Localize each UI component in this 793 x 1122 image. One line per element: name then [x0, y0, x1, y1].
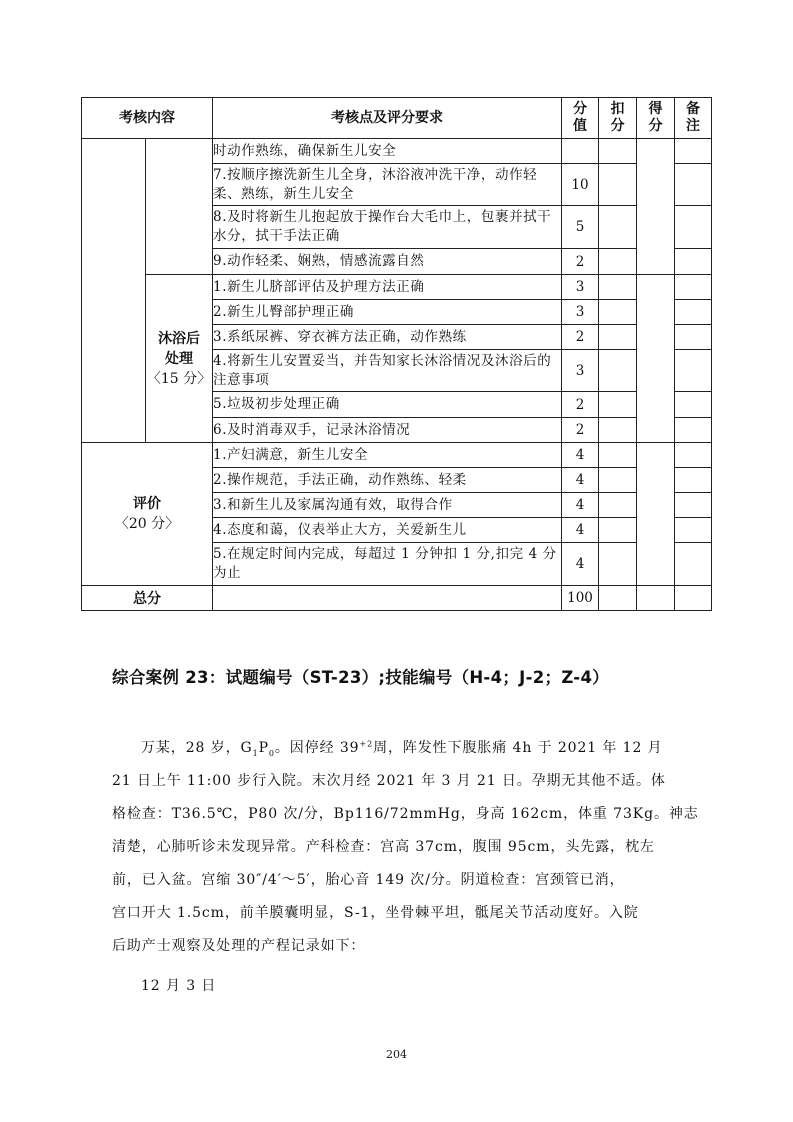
note-cell[interactable] — [675, 392, 712, 418]
points-value: 2 — [562, 249, 599, 275]
scoring-table — [81, 97, 712, 611]
total-row — [82, 586, 712, 611]
requirement-text: 4.将新生儿安置妥当，并告知家长沐浴情况及沐浴后的注意事项 — [213, 350, 562, 392]
table-row — [82, 275, 712, 300]
deduct-cell[interactable] — [599, 493, 637, 518]
deduct-cell[interactable] — [599, 325, 637, 350]
requirement-text: 2.新生儿臀部护理正确 — [213, 300, 562, 325]
deduct-cell[interactable] — [599, 139, 637, 164]
gravida-subscript: 1 — [252, 748, 259, 758]
requirement-text: 时动作熟练，确保新生儿安全 — [213, 139, 562, 164]
total-score-cell[interactable] — [637, 586, 675, 611]
case-text: 周，阵发性下腹胀痛 4h 于 2021 年 12 月 — [373, 740, 663, 756]
points-value: 4 — [562, 443, 599, 468]
section2-label-line1: 沐浴后 — [158, 330, 200, 347]
note-cell[interactable] — [675, 249, 712, 275]
deduct-cell[interactable] — [599, 543, 637, 586]
deduct-cell[interactable] — [599, 392, 637, 418]
deduct-cell[interactable] — [599, 164, 637, 206]
note-cell[interactable] — [675, 468, 712, 493]
record-date: 12 月 3 日 — [141, 978, 217, 994]
table-row — [82, 443, 712, 468]
note-cell[interactable] — [675, 325, 712, 350]
requirement-text: 4.态度和蔼，仪表举止大方，关爱新生儿 — [213, 518, 562, 543]
section3-label-points: 〈20 分〉 — [114, 516, 180, 532]
points-value: 4 — [562, 493, 599, 518]
note-cell[interactable] — [675, 164, 712, 206]
points-value: 3 — [562, 300, 599, 325]
header-content: 考核内容 — [82, 98, 213, 139]
section2-label-line2: 处理 — [165, 350, 193, 367]
section2-label-points: 〈15 分〉 — [146, 370, 212, 387]
section3-label-line1: 评价 — [133, 496, 161, 512]
section2-label — [146, 275, 213, 443]
total-note-cell[interactable] — [675, 586, 712, 611]
requirement-text: 8.及时将新生儿抱起放于操作台大毛巾上，包裹并拭干水分，拭干手法正确 — [213, 206, 562, 249]
case-paragraph-line: 宫口开大 1.5cm，前羊膜囊明显，S-1，坐骨棘平坦，骶尾关节活动度好。入院 — [112, 905, 639, 921]
deduct-cell[interactable] — [599, 350, 637, 392]
requirement-text: 1.产妇满意，新生儿安全 — [213, 443, 562, 468]
total-deduct-cell[interactable] — [599, 586, 637, 611]
table-row — [82, 139, 712, 164]
requirement-text: 3.系纸尿裤、穿衣裤方法正确，动作熟练 — [213, 325, 562, 350]
deduct-cell[interactable] — [599, 300, 637, 325]
points-value: 10 — [562, 164, 599, 206]
requirement-text: 6.及时消毒双手，记录沐浴情况 — [213, 418, 562, 443]
note-cell[interactable] — [675, 518, 712, 543]
header-points: 分 值 — [562, 98, 599, 139]
outer-category-cell — [82, 139, 146, 443]
case-paragraph-line: 21 日上午 11:00 步行入院。末次月经 2021 年 3 月 21 日。孕期无其他不适。体 — [112, 773, 666, 789]
section3-label — [82, 443, 213, 586]
header-score: 得 分 — [637, 98, 675, 139]
total-label: 总分 — [82, 586, 213, 611]
case-paragraph-line — [141, 737, 709, 758]
deduct-cell[interactable] — [599, 275, 637, 300]
points-value: 2 — [562, 392, 599, 418]
score-cell[interactable] — [637, 443, 675, 586]
note-cell[interactable] — [675, 350, 712, 392]
note-cell[interactable] — [675, 443, 712, 468]
case-title: 综合案例 23：试题编号（ST-23）;技能编号（H-4；J-2；Z-4） — [112, 668, 610, 687]
points-value: 2 — [562, 418, 599, 443]
note-cell[interactable] — [675, 275, 712, 300]
total-points: 100 — [562, 586, 599, 611]
case-text: 。因停经 39 — [274, 740, 360, 756]
requirement-text: 2.操作规范，手法正确，动作熟练、轻柔 — [213, 468, 562, 493]
case-paragraph-line: 格检查：T36.5℃，P80 次/分，Bp116/72mmHg，身高 162cm，体重 73Kg。神志 — [112, 806, 699, 822]
case-paragraph-line: 清楚，心肺听诊未发现异常。产科检查：宫高 37cm，腹围 95cm，头先露，枕左 — [112, 839, 655, 855]
requirement-text: 5.在规定时间内完成，每超过 1 分钟扣 1 分,扣完 4 分为止 — [213, 543, 562, 586]
points-value: 2 — [562, 325, 599, 350]
header-requirements: 考核点及评分要求 — [213, 98, 562, 139]
para-subscript: 0 — [268, 748, 275, 758]
case-paragraph-line: 后助产士观察及处理的产程记录如下： — [112, 938, 366, 954]
requirement-text: 1.新生儿脐部评估及护理方法正确 — [213, 275, 562, 300]
points-value: 4 — [562, 543, 599, 586]
note-cell[interactable] — [675, 300, 712, 325]
requirement-text: 5.垃圾初步处理正确 — [213, 392, 562, 418]
deduct-cell[interactable] — [599, 418, 637, 443]
total-requirement-cell — [213, 586, 562, 611]
points-value: 5 — [562, 206, 599, 249]
requirement-text: 9.动作轻柔、娴熟，情感流露自然 — [213, 249, 562, 275]
requirement-text: 3.和新生儿及家属沟通有效，取得合作 — [213, 493, 562, 518]
points-value: 4 — [562, 468, 599, 493]
table-header-row — [82, 98, 712, 139]
header-note: 备 注 — [675, 98, 712, 139]
page-number: 204 — [386, 1048, 407, 1061]
note-cell[interactable] — [675, 493, 712, 518]
points-value: 3 — [562, 275, 599, 300]
note-cell[interactable] — [675, 206, 712, 249]
points-value: 3 — [562, 350, 599, 392]
deduct-cell[interactable] — [599, 518, 637, 543]
section1-label-cell — [146, 139, 213, 275]
score-cell[interactable] — [637, 139, 675, 275]
points-value — [562, 139, 599, 164]
deduct-cell[interactable] — [599, 249, 637, 275]
points-value: 4 — [562, 518, 599, 543]
note-cell[interactable] — [675, 543, 712, 586]
note-cell[interactable] — [675, 418, 712, 443]
deduct-cell[interactable] — [599, 443, 637, 468]
note-cell[interactable] — [675, 139, 712, 164]
case-paragraph-line: 前，已入盆。宫缩 30″/4′～5′，胎心音 149 次/分。阴道检查：宫颈管已消， — [112, 872, 625, 888]
deduct-cell[interactable] — [599, 468, 637, 493]
header-deduct: 扣 分 — [599, 98, 637, 139]
case-text: 万某，28 岁，G — [141, 740, 253, 756]
gestation-superscript: +2 — [359, 739, 374, 749]
requirement-text: 7.按顺序擦洗新生儿全身，沐浴液冲洗干净，动作轻柔、熟练，新生儿安全 — [213, 164, 562, 206]
score-cell[interactable] — [637, 275, 675, 443]
deduct-cell[interactable] — [599, 206, 637, 249]
case-text: P — [258, 740, 269, 756]
